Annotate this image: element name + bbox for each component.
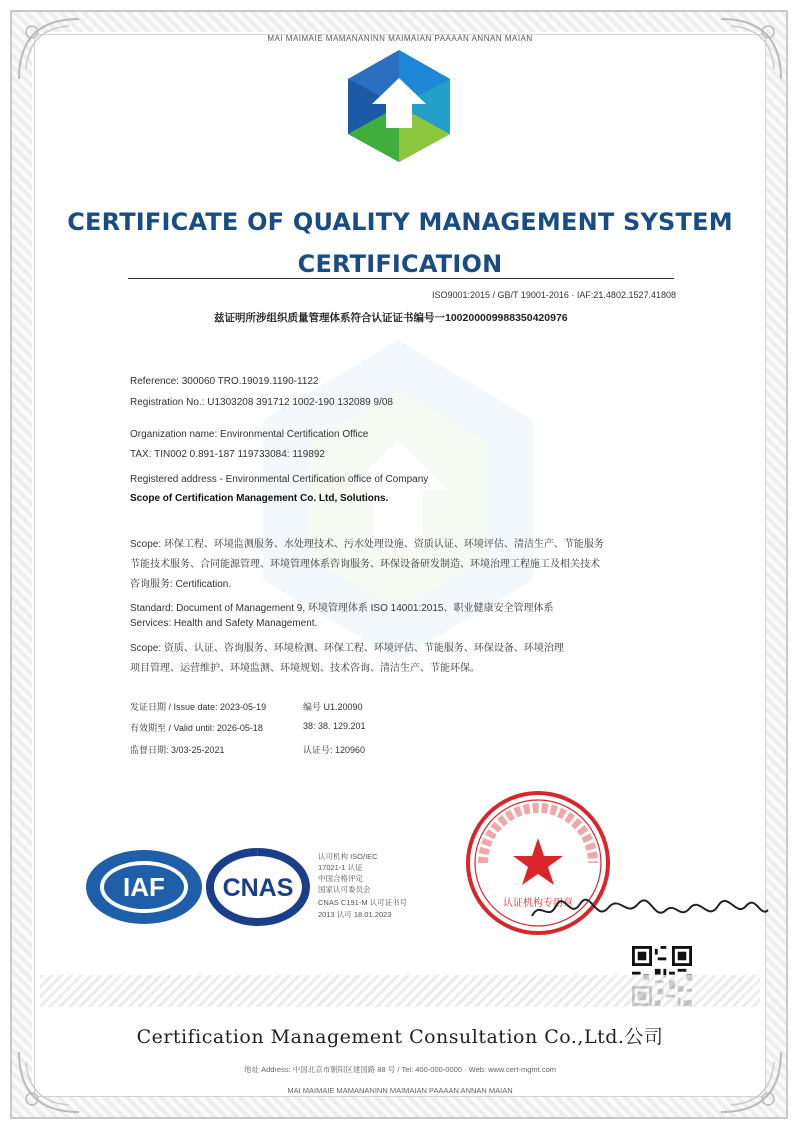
guilloche-pattern [40,975,760,1007]
scope-line-3: 咨询服务: Certification. [130,579,232,590]
chinese-subtitle: 兹证明所涉组织质量管理体系符合认证证书编号一100200009988350420976 [214,312,568,324]
cnas-text-3: 中国合格评定 [318,874,363,883]
top-strip-text: MAI MAIMAIE MAMANANINN MAIMAIAN PAAAAN ANNAN MAIAN [267,34,533,43]
issue-date: 发证日期 / Issue date: 2023-05-19 [130,702,267,712]
certification-logo-icon [346,48,452,164]
cnas-text-2: 17021-1 认证 [318,863,363,872]
issue-date-value: 编号 U1.20090 [303,702,363,712]
corner-ornament-bottom-right [716,1047,786,1117]
valid-until-date: 有效期至 / Valid until: 2026-05-18 [130,723,263,733]
cnas-logo-text: CNAS [222,874,294,902]
scope-line-7: 项目管理、运营维护、环境监测、环境规划、技术咨询、清洁生产、节能环保。 [130,663,480,674]
footer-strip-text: MAI MAIMAIE MAMANANINN MAIMAIAN PAAAAN ANNAN MAIAN [287,1086,513,1095]
field-company-name: Scope of Certification Management Co. Ltd, Solutions. [130,493,389,504]
cnas-text-6: 2013 认可 18.01.2023 [318,910,392,919]
cnas-text-5: CNAS C191-M 认可证书号 [318,898,408,907]
corner-ornament-top-left [14,14,84,84]
scope-line-6: Scope: 资质、认证、咨询服务、环境检测、环保工程、环境评估、节能服务、环保设备、环境治理 [130,643,564,654]
cnas-badge [206,848,310,926]
standard-reference: ISO9001:2015 / GB/T 19001-2016 · IAF:21.4802.1527.41808 [431,290,676,300]
valid-until-value: 38: 38. 129.201 [303,721,366,731]
certificate-title-line1: CERTIFICATE OF QUALITY MANAGEMENT SYSTEM [67,208,733,236]
cnas-text-1: 认可机构 ISO/IEC [318,852,378,861]
certificate-title-line2: CERTIFICATION [297,250,503,278]
signature [530,892,770,928]
seal-text: 认证机构专用章 [503,898,573,909]
surveillance-date: 监督日期: 3/03-25-2021 [130,745,225,755]
field-registration: Registration No.: U1303208 391712 1002-190 132089 9/08 [130,397,393,408]
field-organization: Organization name: Environmental Certification Office [130,429,369,440]
iaf-logo-text: IAF [123,872,165,902]
corner-ornament-bottom-left [14,1047,84,1117]
field-tax: TAX: TIN002 0.891-187 119733084: 119892 [130,449,325,460]
scope-line-5: Services: Health and Safety Management. [130,618,318,629]
field-reference: Reference: 300060 TRO.19019.1190-1122 [130,376,319,387]
seal-star-icon [513,838,563,885]
title-underline [128,278,674,279]
cnas-text-4: 国家认可委员会 [318,885,371,894]
field-address: Registered address - Environmental Certification office of Company [130,474,429,485]
corner-ornament-top-right [716,14,786,84]
scope-line-1: Scope: 环保工程、环境监测服务、水处理技术、污水处理设施、资质认证、环境评估、清洁生产、节能服务 [130,539,604,550]
scope-line-2: 节能技术服务、合同能源管理、环境管理体系咨询服务、环保设备研发制造、环境治理工程施工及相关技术 [130,559,600,570]
surveillance-value: 认证号: 120960 [303,745,366,755]
issuing-company-name: Certification Management Consultation Co.,Ltd.公司 [136,1026,664,1048]
footer-address: 地址 Address: 中国北京市朝阳区建国路 88 号 / Tel: 400-000-0000 · Web: www.cert-mgmt.com [243,1065,557,1074]
scope-line-4: Standard: Document of Management 9, 环境管理体系 ISO 14001:2015、职业健康安全管理体系 [130,603,554,614]
iaf-badge [84,848,204,926]
